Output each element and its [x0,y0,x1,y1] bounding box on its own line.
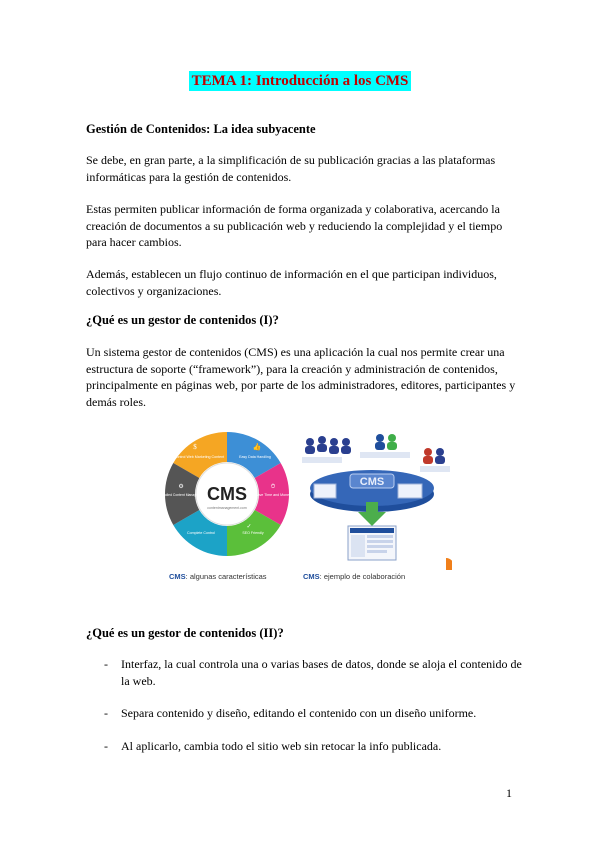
thumbs-up-icon: 👍 [252,443,262,451]
section1-paragraph-3: Además, establecen un flujo continuo de información en el que participan individuos, colectivos y organizaciones. [86,267,497,298]
wheel-center-sublabel: contentmanagement.com [207,506,247,510]
cms-features-figure [157,430,297,580]
users-group-left-icon [305,436,351,454]
segment-data-handling-label: Easy Data Handling [239,455,271,459]
cms-platform-label: CMS [359,476,385,488]
list-item [104,705,524,722]
section2-heading: ¿Qué es un gestor de contenidos (I)? [86,313,279,327]
list-item-text: Interfaz, la cual controla una o varias bases de datos, donde se aloja el contenido de la web. [121,657,522,688]
cms-collaboration-diagram [300,430,452,570]
segment-marketing-label: Control Web Marketing Content [173,455,225,459]
role-banner-center [360,452,410,458]
role-banner-left [302,457,342,463]
bullet-dash: - [104,657,108,671]
title-container [0,71,600,91]
dollar-icon: $ [193,443,197,451]
segment-seo-label: SEO Friendly [242,531,264,535]
page-number: 1 [506,786,512,800]
wheel-center-label: CMS [207,484,247,504]
bullet-dash: - [104,739,108,753]
users-group-center-icon [375,434,397,450]
section1-paragraph-2: Estas permiten publicar información de forma organizada y colaborativa, acercando la creación de documentos a su publicación web y reduciendo la complejidad y el tiempo para hacer cambios. [86,202,503,249]
segment-controlled-content-label: Controlled Content Management [157,493,206,497]
bullet-dash: - [104,706,108,720]
list-item [104,656,524,689]
page-title: TEMA 1: Introducción a los CMS [189,71,412,91]
figure-caption-left: CMS: algunas características [169,572,267,581]
clock-icon: ⏱ [270,484,276,490]
checkmark-icon: ✓ [246,524,252,530]
window-left-icon [314,484,336,498]
cms-features-wheel [157,430,297,565]
section3-heading: ¿Qué es un gestor de contenidos (II)? [86,626,284,640]
section1-paragraph-1: Se debe, en gran parte, a la simplificación de su publicación gracias a las plataformas informáticas para la gestión de contenidos. [86,153,496,184]
users-group-right-icon [423,448,445,464]
window-right-icon [398,484,422,498]
section2-paragraph-1: Un sistema gestor de contenidos (CMS) es una aplicación la cual nos permite crear una estructura de soporte (“framework”), para la creación y administración de contenidos, principalmente en páginas web, por parte de los administradores, editores, participantes y demás roles. [86,345,516,409]
section1-heading: Gestión de Contenidos: La idea subyacente [86,122,316,136]
list-item-text: Separa contenido y diseño, editando el contenido con un diseño uniforme. [121,706,477,720]
list-item [104,738,524,755]
corner-accent-icon [446,558,452,570]
segment-complete-control-label: Complete Control [187,531,215,535]
figure-caption-right: CMS: ejemplo de colaboración [303,572,406,581]
segment-save-time-label: Save Time and Money [255,493,291,497]
gear-icon: ⚙ [178,484,184,490]
cms-collaboration-figure [300,430,452,580]
role-banner-right [420,466,450,472]
list-item-text: Al aplicarlo, cambia todo el sitio web sin retocar la info publicada. [121,739,442,753]
